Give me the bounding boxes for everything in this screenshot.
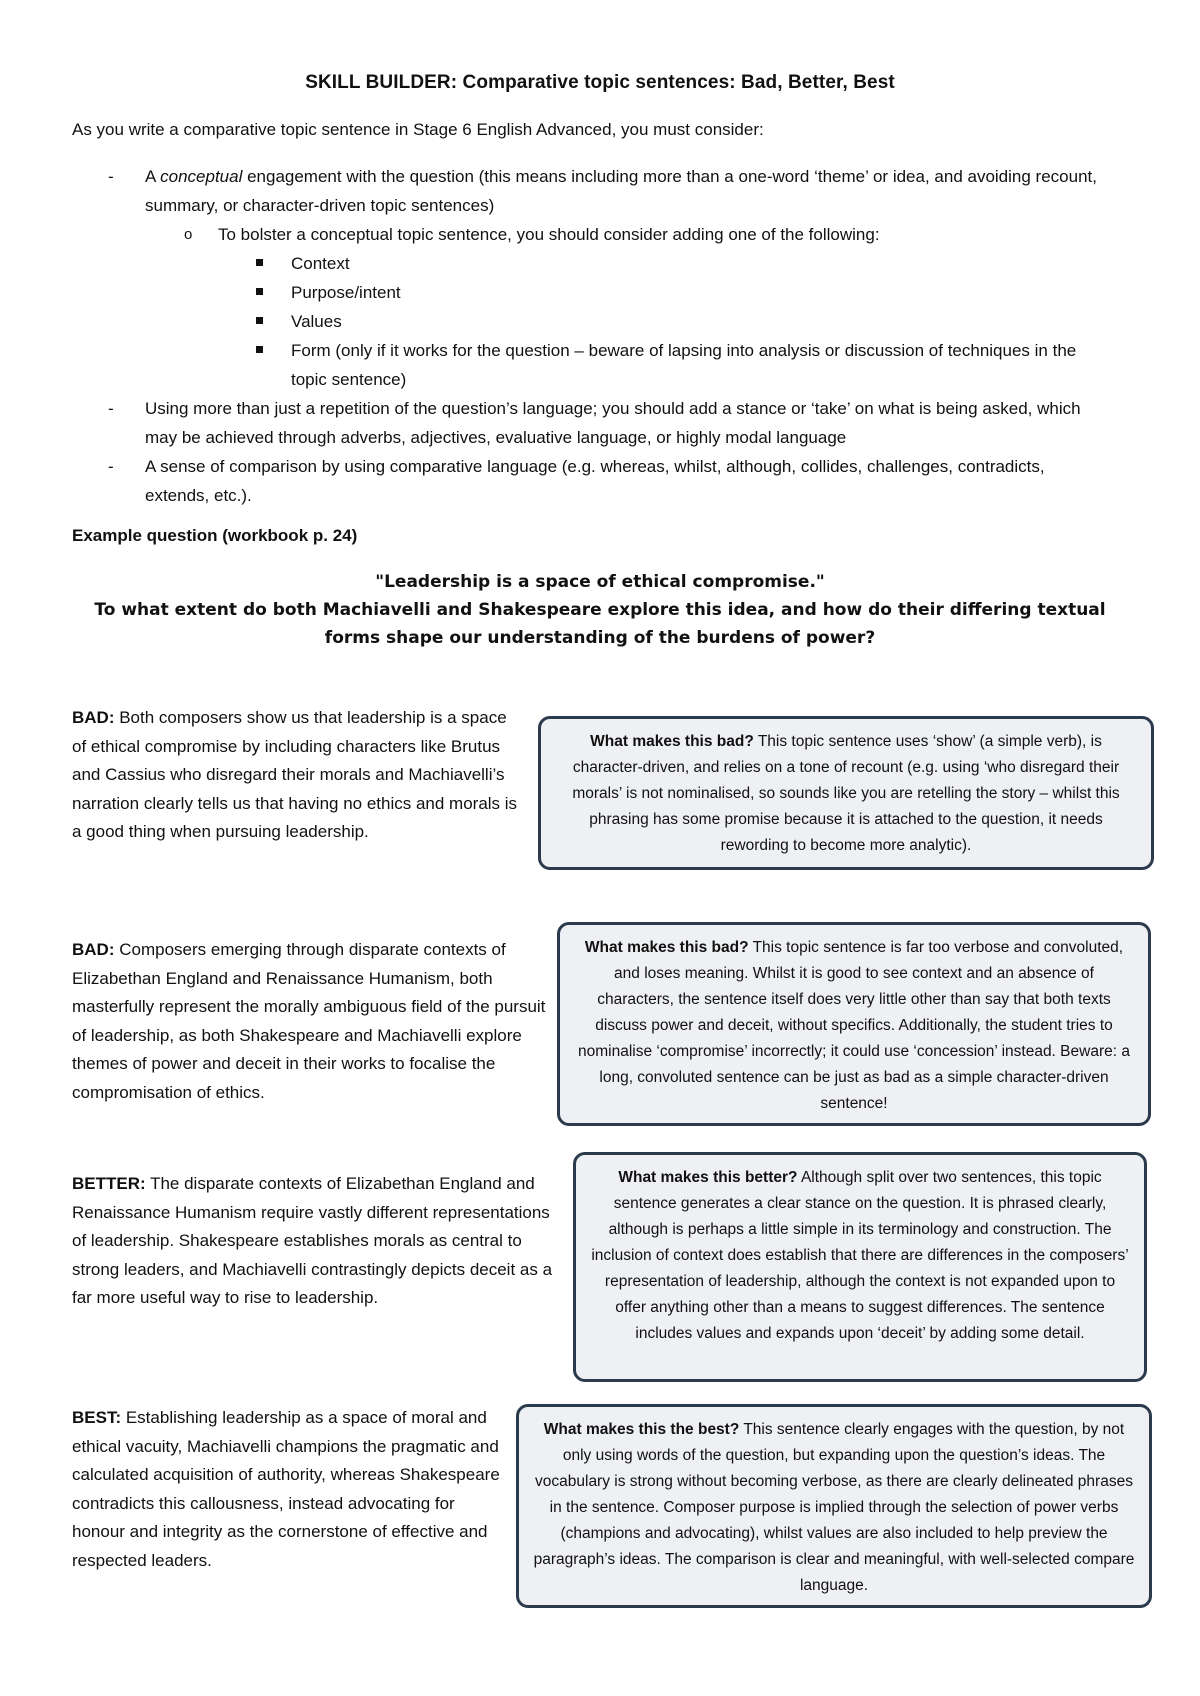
feedback-heading: What makes this bad? [584, 939, 749, 956]
example-label: BAD: [72, 940, 115, 959]
feedback-box-better [573, 1152, 1147, 1382]
feedback-box-bad-2 [557, 922, 1151, 1126]
feedback-heading: What makes this bad? [590, 733, 754, 750]
dash-bullet: - [108, 167, 114, 186]
feedback-text: This sentence clearly engages with the question, by not only using words of the question, but expanding upon the question’s ideas. The vocabulary is strong without becoming verbose, as there are clearly delineated phrases in the sentence. Composer purpose is implied through the selection of power verbs (champions and advocating), whilst values are also included to help preview the paragraph’s ideas. The comparison is clear and meaningful, with well-selected compare language. [533, 1421, 1135, 1594]
example-bad-2 [72, 936, 552, 1107]
square-bullet [256, 317, 263, 324]
list-item: - Using more than just a repetition of the question’s language; you should add a stance or ‘take’ on what is being asked, which may be achieved through adverbs, adjectives, evaluative language, or highly modal language [72, 394, 1112, 452]
dash-bullet: - [108, 457, 114, 476]
feedback-text: This topic sentence is far too verbose and convoluted, and loses meaning. Whilst it is good to see context and an absence of characters, the sentence itself does very little other than say that both texts discuss power and deceit, without specifics. Additionally, the student tries to nominalise ‘compromise’ incorrectly; it could use ‘concession’ instead. Beware: a long, convoluted sentence can be just as bad as a simple character-driven sentence! [578, 939, 1130, 1112]
feedback-box-best [516, 1404, 1152, 1608]
example-label: BAD: [72, 708, 115, 727]
example-text: Establishing leadership as a space of moral and ethical vacuity, Machiavelli champions the pragmatic and calculated acquisition of authority, whereas Shakespeare contradicts this callousness, instead advocating for honour and integrity as the cornerstone of effective and respected leaders. [72, 1408, 500, 1570]
dash-bullet: - [108, 399, 114, 418]
example-text: Composers emerging through disparate contexts of Elizabethan England and Renaissance Humanism, both masterfully represent the morally ambiguous field of the pursuit of leadership, as both Shakespeare and Machiavelli explore themes of power and deceit in their works to focalise the compromisation of ethics. [72, 940, 546, 1102]
square-bullet [256, 288, 263, 295]
example-text: Both composers show us that leadership is a space of ethical compromise by including characters like Brutus and Cassius who disregard their morals and Machiavelli’s narration clearly tells us that having no ethics and morals is a good thing when pursuing leadership. [72, 708, 518, 841]
example-question [90, 568, 1110, 652]
square-bullet [256, 259, 263, 266]
example-best [72, 1404, 502, 1575]
feedback-text: Although split over two sentences, this topic sentence generates a clear stance on the question. It is phrased clearly, although is perhaps a little simple in its terminology and construction. The inclusion of context does establish that there are differences in the composers’ representation of leadership, although the context is not expanded upon to offer anything other than a means to suggest differences. The sentence includes values and expands upon ‘deceit’ by adding some detail. [591, 1169, 1129, 1342]
example-text: The disparate contexts of Elizabethan England and Renaissance Humanism require vastly different representations of leadership. Shakespeare establishes morals as central to strong leaders, and Machiavelli contrastingly depicts deceit as a far more useful way to rise to leadership. [72, 1174, 553, 1307]
sub-list-item: o To bolster a conceptual topic sentence, you should consider adding one of the following: [72, 220, 1112, 249]
sub-sub-list-item: Form (only if it works for the question – beware of lapsing into analysis or discussion of techniques in the topic sentence) [72, 336, 1112, 394]
square-bullet [256, 346, 263, 353]
example-bad-1 [72, 704, 522, 847]
list-item: - A conceptual engagement with the question (this means including more than a one-word ‘theme’ or idea, and avoiding recount, summary, or character-driven topic sentences) [72, 162, 1112, 220]
list-item: - A sense of comparison by using comparative language (e.g. whereas, whilst, although, collides, challenges, contradicts, extends, etc.). [72, 452, 1112, 510]
sub-sub-list-item: Purpose/intent [72, 278, 1112, 307]
example-question-heading: Example question (workbook p. 24) [72, 526, 358, 545]
example-better [72, 1170, 562, 1313]
question-prompt: To what extent do both Machiavelli and Shakespeare explore this idea, and how do their differing textual forms shape our understanding of the burdens of power? [94, 600, 1106, 648]
example-label: BETTER: [72, 1174, 146, 1193]
question-quote: "Leadership is a space of ethical compromise." [375, 572, 825, 592]
page-title: SKILL BUILDER: Comparative topic sentences: Bad, Better, Best [305, 72, 895, 93]
sub-sub-list-item: Values [72, 307, 1112, 336]
considerations-list [72, 162, 1112, 510]
sub-sub-list-item: Context [72, 249, 1112, 278]
example-label: BEST: [72, 1408, 122, 1427]
circle-bullet: o [184, 226, 193, 243]
feedback-box-bad-1 [538, 716, 1154, 870]
feedback-heading: What makes this the best? [543, 1421, 740, 1438]
feedback-heading: What makes this better? [618, 1169, 798, 1186]
emphasis-text: conceptual [160, 167, 243, 186]
intro-text: As you write a comparative topic sentence in Stage 6 English Advanced, you must consider: [72, 120, 764, 139]
feedback-text: This topic sentence uses ‘show’ (a simple verb), is character-driven, and relies on a tone of recount (e.g. using ‘who disregard their morals’ is not nominalised, so sounds like you are retelling the story – whilst this phrasing has some promise because it is attached to the question, it needs rewording to become more analytic). [572, 733, 1120, 854]
